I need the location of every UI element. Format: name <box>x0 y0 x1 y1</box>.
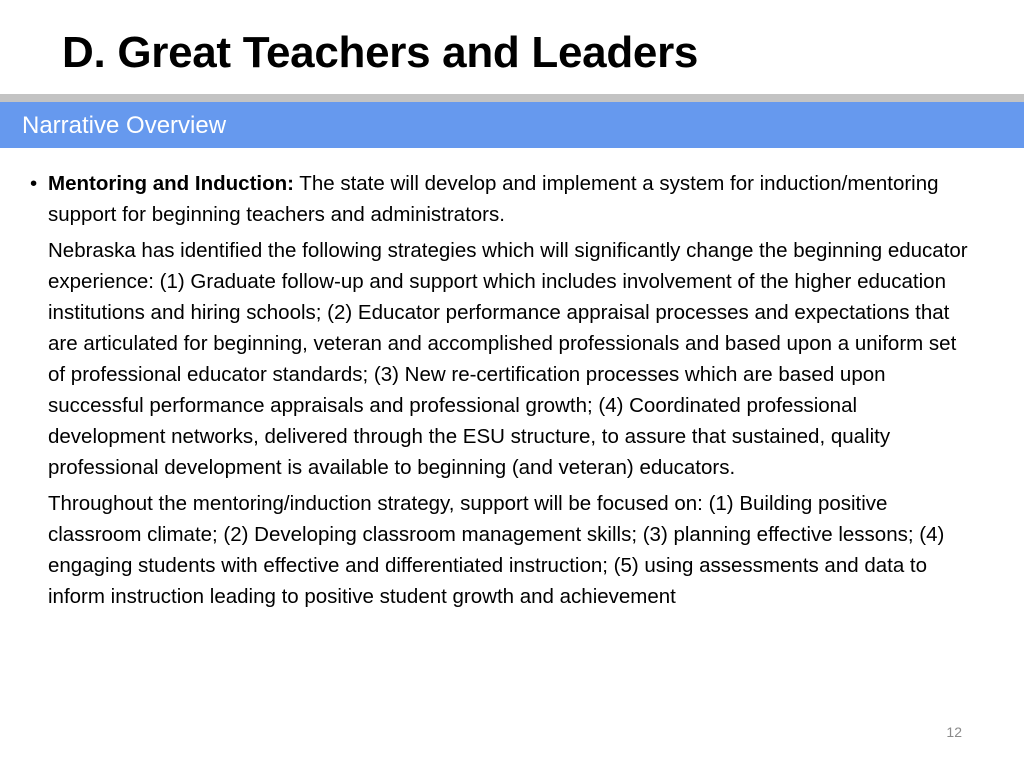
bullet-dot-icon: • <box>30 172 38 195</box>
section-banner <box>0 102 1024 148</box>
bullet-text: The state will develop and implement a system for induction/mentoring support for beginning teachers and administrators. <box>48 172 939 226</box>
title-divider <box>0 94 1024 102</box>
strategies-paragraph: Nebraska has identified the following strategies which will significantly change the beginning educator experience: (1) Graduate follow-up and support which includes involvement of the higher education institutions and hiring schools; (2) Educator performance appraisal processes and expectations that are articulated for beginning, veteran and accomplished professionals and based upon a uniform set of professional educator standards; (3) New re-certification processes which are based upon successful performance appraisals and professional growth; (4) Coordinated professional development networks, delivered through the ESU structure, to assure that sustained, quality professional development is available to beginning (and veteran) educators. <box>48 239 968 479</box>
slide-body <box>30 168 970 617</box>
page-number: 12 <box>946 724 962 740</box>
slide-title: D. Great Teachers and Leaders <box>62 28 699 77</box>
focus-paragraph: Throughout the mentoring/induction strategy, support will be focused on: (1) Building positive classroom climate; (2) Developing classroom management skills; (3) planning effective lessons; (4) engaging students with effective and differentiated instruction; (5) using assessments and data to inform instruction leading to positive student growth and achievement <box>48 492 945 608</box>
bullet-item <box>30 168 970 230</box>
section-banner-label: Narrative Overview <box>22 112 227 139</box>
bullet-heading: Mentoring and Induction: <box>48 172 294 195</box>
